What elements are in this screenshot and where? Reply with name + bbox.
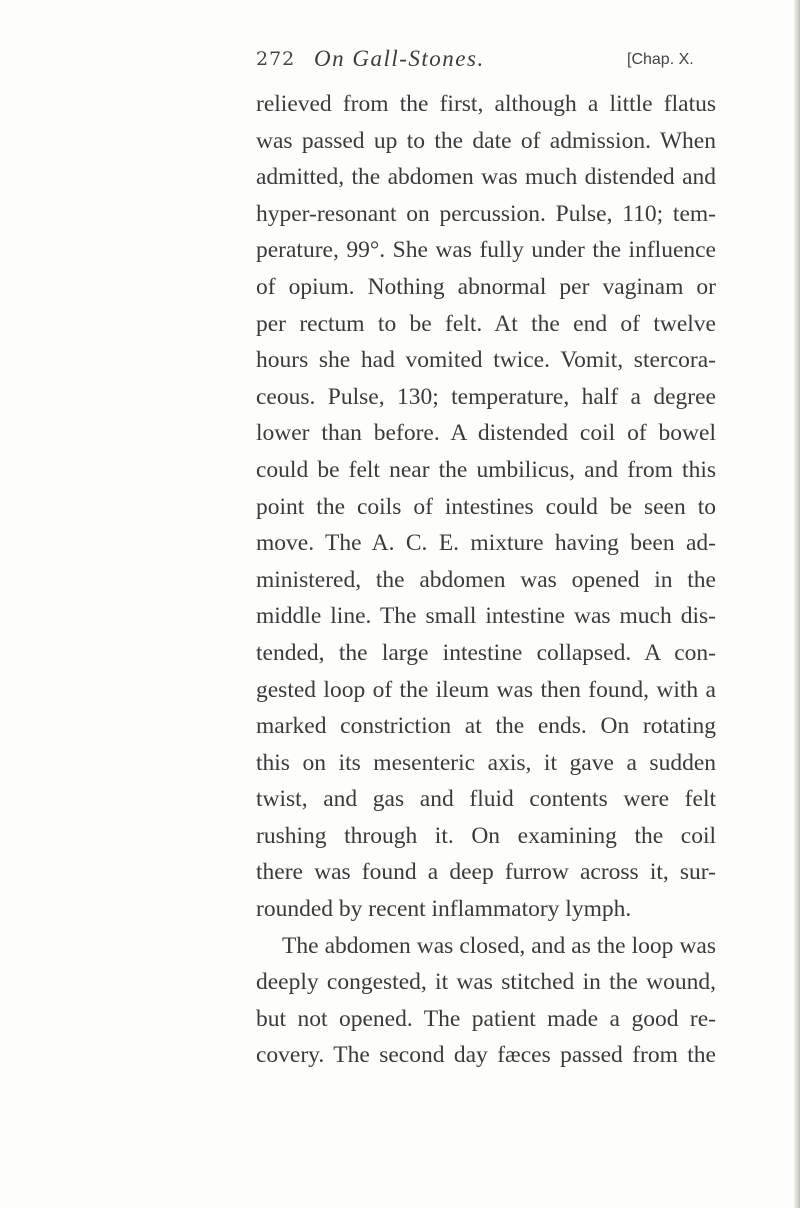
text-line: ceous. Pulse, 130; temperature, half a degree xyxy=(256,383,716,410)
text-line: ministered, the abdomen was opened in the xyxy=(256,566,716,593)
text-line: but not opened. The patient made a good re- xyxy=(256,1005,716,1032)
text-line: middle line. The small intestine was much dis- xyxy=(256,603,716,630)
text-line: deeply congested, it was stitched in the wound, xyxy=(256,969,716,996)
text-line: marked constriction at the ends. On rotating xyxy=(256,713,716,740)
text-line: move. The A. C. E. mixture having been ad- xyxy=(256,530,716,557)
running-title: On Gall-Stones. xyxy=(314,46,485,71)
text-line: there was found a deep furrow across it, sur- xyxy=(256,859,716,886)
text-line: was passed up to the date of admission. When xyxy=(256,127,716,154)
text-line: The abdomen was closed, and as the loop was xyxy=(282,932,716,959)
text-line: of opium. Nothing abnormal per vaginam or xyxy=(256,273,716,300)
text-line: could be felt near the umbilicus, and from this xyxy=(256,456,716,483)
text-line: hours she had vomited twice. Vomit, stercora- xyxy=(256,347,716,374)
text-line: perature, 99°. She was fully under the influence xyxy=(256,237,716,264)
text-line: rushing through it. On examining the coil xyxy=(256,822,716,849)
text-line: per rectum to be felt. At the end of twelve xyxy=(256,310,716,337)
body-text xyxy=(256,86,716,1074)
text-line: tended, the large intestine collapsed. A con- xyxy=(256,639,716,666)
text-line: lower than before. A distended coil of bowel xyxy=(256,420,716,447)
running-header xyxy=(0,46,800,80)
text-line: gested loop of the ileum was then found, with a xyxy=(256,676,716,703)
page-number: 272 xyxy=(256,48,296,70)
text-line: admitted, the abdomen was much distended and xyxy=(256,164,716,191)
text-line: point the coils of intestines could be seen to xyxy=(256,493,716,520)
text-line: rounded by recent inflammatory lymph. xyxy=(256,896,632,923)
text-line: twist, and gas and fluid contents were felt xyxy=(256,786,716,813)
page-edge-shadow xyxy=(794,0,800,1208)
text-line: hyper-resonant on percussion. Pulse, 110; tem- xyxy=(256,200,716,227)
text-line: relieved from the first, although a little flatus xyxy=(256,91,716,117)
chapter-label: [Chap. X. xyxy=(627,51,694,68)
text-line: covery. The second day fæces passed from the xyxy=(256,1042,716,1069)
text-line: this on its mesenteric axis, it gave a sudden xyxy=(256,749,716,776)
